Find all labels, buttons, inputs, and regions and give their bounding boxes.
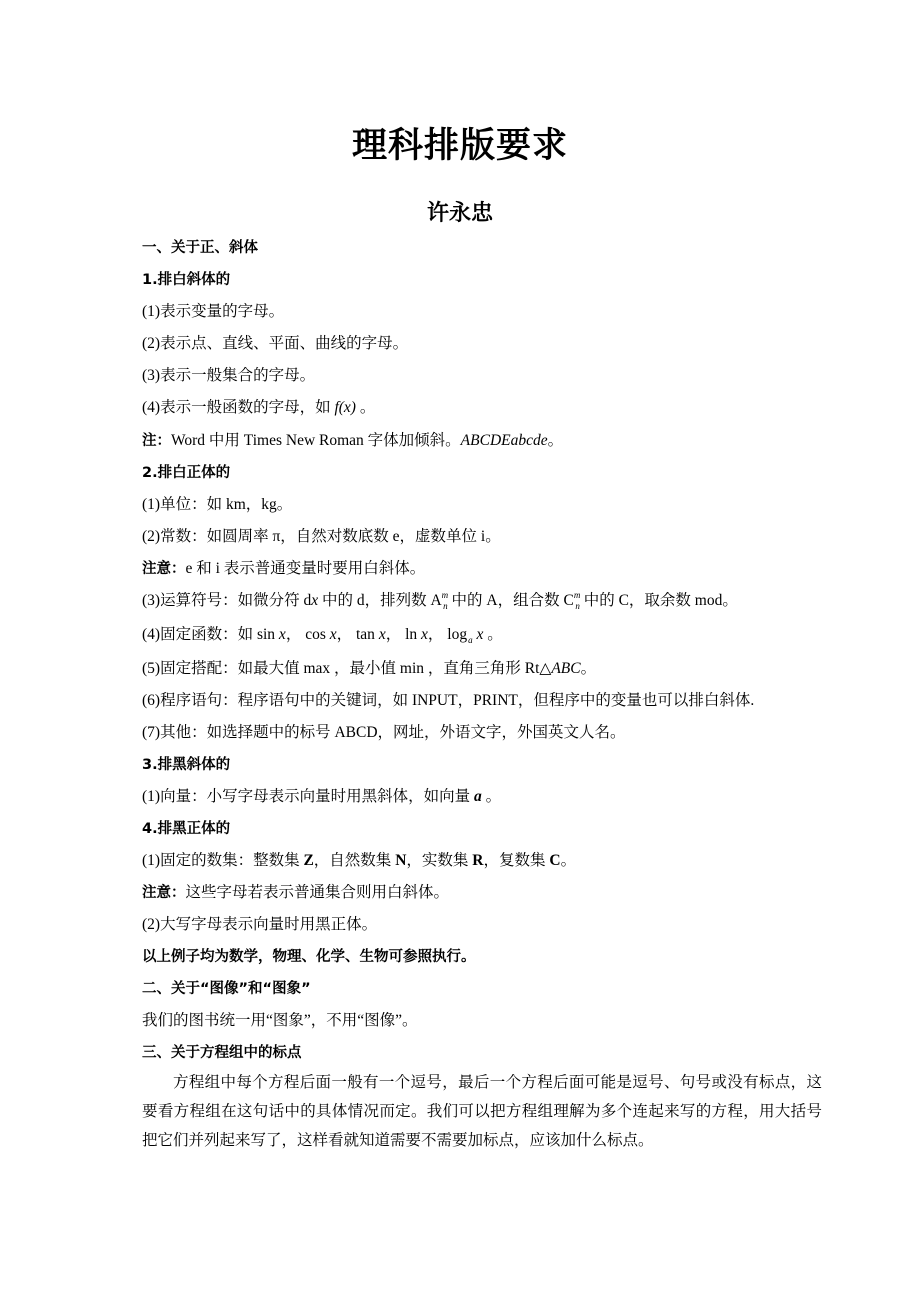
item-text: 中的 A，组合数 C — [447, 592, 574, 609]
item-text: (1)固定的数集：整数集 — [142, 852, 304, 869]
note-label: 注意： — [142, 561, 186, 577]
section-1-heading: 一、关于正、斜体 — [142, 240, 258, 256]
list-item — [142, 850, 822, 872]
item-end: 。 — [483, 626, 503, 643]
list-item: (6)程序语句：程序语句中的关键词，如 INPUT，PRINT，但程序中的变量也可以排白斜体. — [142, 692, 755, 709]
list-item: (2)表示点、直线、平面、曲线的字母。 — [142, 335, 409, 352]
item-text: (4)固定函数：如 sin — [142, 626, 279, 643]
item-end: 。 — [580, 660, 597, 677]
list-item: (7)其他：如选择题中的标号 ABCD，网址，外语文字，外国英文人名。 — [142, 724, 626, 741]
set-symbol: R — [472, 852, 484, 869]
formula: x — [378, 626, 386, 643]
section-3-heading: 三、关于方程组中的标点 — [142, 1045, 302, 1061]
author: 许永忠 — [426, 201, 493, 226]
formula: x — [476, 626, 484, 643]
page-title: 理科排版要求 — [351, 126, 568, 166]
list-item: (1)表示变量的字母。 — [142, 303, 285, 320]
set-symbol: C — [549, 852, 561, 869]
formula: x — [421, 626, 428, 643]
item-text: 中的 d，排列数 A — [318, 592, 442, 609]
section-3-paragraph: 方程组中每个方程后面一般有一个逗号，最后一个方程后面可能是逗号、句号或没有标点，这要看方程组在这句话中的具体情况而定。我们可以把方程组理解为多个连起来写的方程，用大括号把它们并列起来写了，这样看就知道需要不需要加标点，应该加什么标点。 — [142, 1074, 822, 1149]
list-item: (1)单位：如 km，kg。 — [142, 496, 293, 513]
section-1-1-heading: 1.排白斜体的 — [142, 272, 231, 288]
item-text: ， log — [427, 626, 468, 643]
section-1-3-heading: 3.排黑斜体的 — [142, 757, 231, 773]
item-end: 。 — [481, 788, 502, 805]
item-text: 中的 C，取余数 mod。 — [579, 592, 738, 609]
item-text: ， cos — [285, 626, 330, 643]
subscript: n — [443, 601, 448, 611]
list-item — [142, 397, 822, 419]
formula: x — [329, 626, 337, 643]
item-text: ， ln — [385, 626, 422, 643]
section-2-text: 我们的图书统一用“图象”，不用“图像”。 — [142, 1012, 418, 1029]
item-text: ， tan — [336, 626, 379, 643]
formula: x — [278, 626, 286, 643]
list-item: (2)常数：如圆周率 π，自然对数底数 e，虚数单位 i。 — [142, 528, 501, 545]
item-text: ，复数集 — [483, 852, 550, 869]
note — [142, 882, 822, 904]
note — [142, 558, 822, 580]
item-end: 。 — [355, 399, 376, 416]
section-1-4-heading: 4.排黑正体的 — [142, 821, 231, 837]
list-item — [142, 624, 822, 647]
item-text: (4)表示一般函数的字母，如 — [142, 399, 335, 416]
note-label: 注意： — [142, 885, 186, 901]
list-item: (3)表示一般集合的字母。 — [142, 367, 316, 384]
item-text: (5)固定搭配：如最大值 max ，最小值 min ，直角三角形 Rt△ — [142, 660, 552, 677]
subscript: a — [468, 635, 473, 645]
note-text: 这些字母若表示普通集合则用白斜体。 — [185, 884, 450, 901]
set-symbol: N — [395, 852, 407, 869]
list-item: (2)大写字母表示向量时用黑正体。 — [142, 916, 378, 933]
superscript: m — [441, 590, 449, 600]
formula: x — [311, 592, 319, 609]
note — [142, 430, 822, 452]
list-item — [142, 590, 822, 613]
formula: f(x) — [334, 399, 356, 416]
item-text: (3)运算符号：如微分符 d — [142, 592, 312, 609]
item-text: (1)向量：小写字母表示向量时用黑斜体，如向量 — [142, 788, 474, 805]
superscript: m — [573, 590, 581, 600]
item-end: 。 — [560, 852, 577, 869]
summary: 以上例子均为数学，物理、化学、生物可参照执行。 — [142, 949, 476, 965]
subscript: n — [575, 601, 580, 611]
formula: ABC — [551, 660, 581, 677]
note-text: e 和 i 表示普通变量时要用白斜体。 — [185, 560, 426, 577]
set-symbol: Z — [303, 852, 314, 869]
section-2-heading: 二、关于“图像”和“图象” — [142, 981, 311, 997]
list-item — [142, 658, 822, 680]
item-text: ，自然数集 — [313, 852, 396, 869]
section-1-2-heading: 2.排白正体的 — [142, 465, 231, 481]
vector-symbol: a — [473, 788, 482, 805]
list-item — [142, 786, 822, 808]
note-text: Word 中用 Times New Roman 字体加倾斜。 — [171, 432, 461, 449]
note-end: 。 — [547, 432, 564, 449]
note-example: ABCDEabcde — [460, 432, 548, 449]
item-text: ，实数集 — [406, 852, 473, 869]
note-label: 注： — [142, 433, 171, 449]
